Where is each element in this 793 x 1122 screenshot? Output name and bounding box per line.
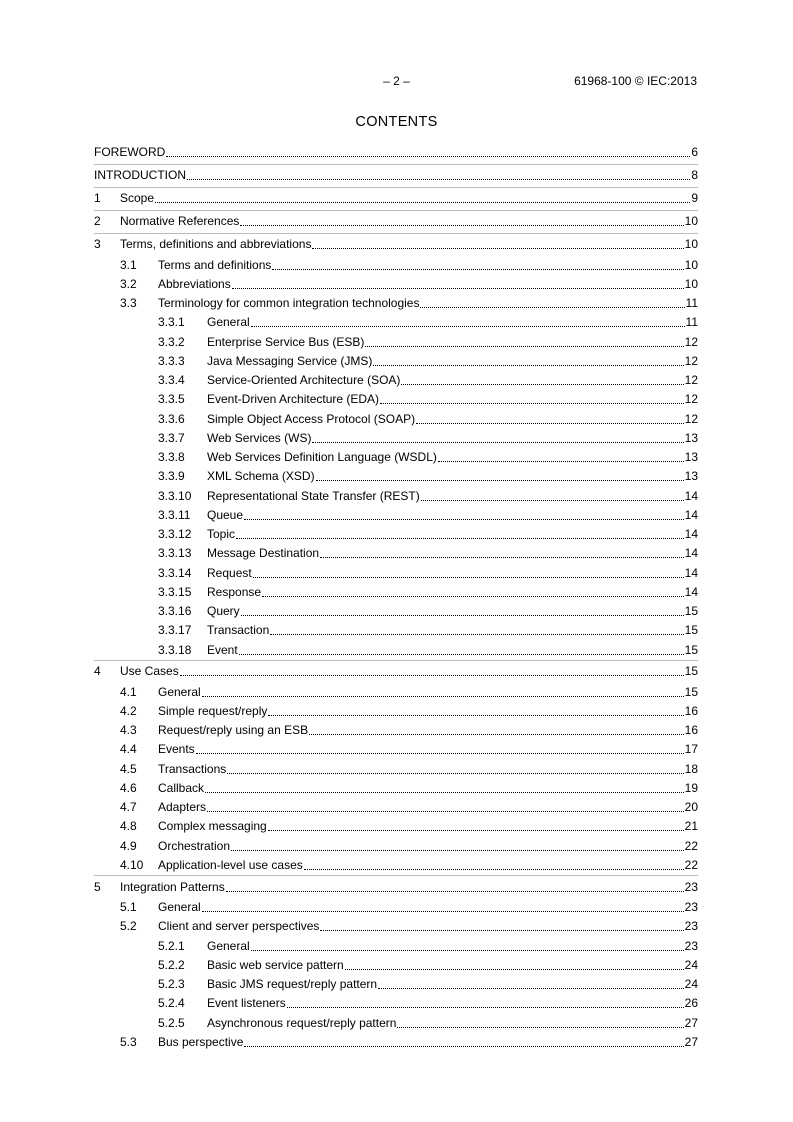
- toc-entry[interactable]: [94, 164, 698, 187]
- dot-leader: [312, 248, 683, 249]
- toc-entry-page: 10: [684, 214, 698, 229]
- toc-entry-title: Adapters: [158, 800, 207, 815]
- toc-entry-title: Orchestration: [158, 838, 231, 853]
- toc-entry-page: 14: [684, 584, 698, 599]
- toc-entry-number: 3.3.4: [158, 373, 185, 388]
- dot-leader: [309, 734, 684, 735]
- toc-entry-page: 14: [684, 488, 698, 503]
- toc-entry[interactable]: [94, 1013, 698, 1032]
- dot-leader: [421, 500, 684, 501]
- toc-entry[interactable]: [94, 544, 698, 563]
- toc-entry-title: Asynchronous request/reply pattern: [207, 1015, 397, 1030]
- dot-leader: [251, 326, 685, 327]
- toc-entry-page: 10: [684, 257, 698, 272]
- toc-entry-title: Response: [207, 584, 262, 599]
- toc-entry-page: 14: [684, 546, 698, 561]
- toc-entry-title: Request: [207, 565, 252, 580]
- dot-leader: [202, 696, 684, 697]
- toc-entry-number: 1: [94, 191, 101, 206]
- toc-entry-number: 3.3.12: [158, 527, 192, 542]
- toc-entry-title: General: [158, 684, 201, 699]
- toc-entry[interactable]: [94, 255, 698, 274]
- toc-entry-page: 15: [684, 642, 698, 657]
- toc-entry-number: 4.9: [120, 838, 137, 853]
- dot-leader: [268, 830, 684, 831]
- toc-entry[interactable]: [94, 583, 698, 602]
- toc-entry-number: 3.3: [120, 296, 137, 311]
- toc-entry-page: 15: [684, 664, 698, 679]
- dot-leader: [251, 950, 684, 951]
- toc-entry-page: 12: [684, 392, 698, 407]
- toc-entry[interactable]: [94, 187, 698, 210]
- toc-entry[interactable]: [94, 448, 698, 467]
- toc-entry-number: 5.2.3: [158, 977, 185, 992]
- toc-entry[interactable]: [94, 429, 698, 448]
- toc-entry-page: 8: [691, 168, 698, 183]
- toc-entry-page: 9: [691, 191, 698, 206]
- toc-entry-title: Callback: [158, 780, 205, 795]
- dot-leader: [207, 811, 684, 812]
- toc-entry-number: 3.3.14: [158, 565, 192, 580]
- toc-entry-page: 20: [684, 800, 698, 815]
- toc-entry[interactable]: [94, 371, 698, 390]
- toc-entry-number: 4: [94, 664, 101, 679]
- document-reference: 61968-100 © IEC:2013: [574, 74, 697, 88]
- toc-entry-title: Queue: [207, 507, 244, 522]
- dot-leader: [320, 930, 683, 931]
- toc-entry-page: 17: [684, 742, 698, 757]
- dot-leader: [166, 156, 690, 157]
- toc-entry-number: 4.8: [120, 819, 137, 834]
- dot-leader: [401, 384, 683, 385]
- toc-entry-number: 4.1: [120, 684, 137, 699]
- toc-entry-number: 5.3: [120, 1034, 137, 1049]
- toc-entry-title: General: [207, 315, 250, 330]
- dot-leader: [231, 850, 684, 851]
- toc-entry-title: Topic: [207, 527, 236, 542]
- toc-entry[interactable]: [94, 233, 698, 256]
- dot-leader: [240, 225, 683, 226]
- toc-entry-page: 19: [684, 780, 698, 795]
- toc-entry[interactable]: [94, 313, 698, 332]
- toc-entry-page: 26: [684, 996, 698, 1011]
- dot-leader: [420, 307, 684, 308]
- toc-entry-page: 12: [684, 353, 698, 368]
- toc-entry-title: Terminology for common integration technologies: [158, 296, 420, 311]
- dot-leader: [270, 634, 683, 635]
- toc-entry-title: Scope: [120, 191, 155, 206]
- toc-entry-page: 14: [684, 565, 698, 580]
- toc-entry-number: 3.3.3: [158, 353, 185, 368]
- toc-entry-page: 23: [684, 919, 698, 934]
- dot-leader: [253, 577, 684, 578]
- toc-entry-number: 5.2.2: [158, 957, 185, 972]
- dot-leader: [155, 202, 690, 203]
- toc-entry-number: 3.3.16: [158, 604, 192, 619]
- toc-entry-title: Normative References: [120, 214, 240, 229]
- toc-entry[interactable]: [94, 898, 698, 917]
- toc-entry-number: 3.1: [120, 257, 137, 272]
- toc-entry-page: 13: [684, 430, 698, 445]
- toc-entry[interactable]: [94, 486, 698, 505]
- toc-entry-title: Web Services Definition Language (WSDL): [207, 450, 437, 465]
- toc-entry-page: 24: [684, 977, 698, 992]
- toc-entry-page: 10: [684, 276, 698, 291]
- toc-entry-number: 5.2: [120, 919, 137, 934]
- toc-entry-page: 13: [684, 450, 698, 465]
- dot-leader: [187, 179, 690, 180]
- dot-leader: [180, 675, 684, 676]
- toc-entry-title: INTRODUCTION: [94, 168, 186, 183]
- toc-entry-number: 3.3.18: [158, 642, 192, 657]
- toc-entry-number: 3: [94, 237, 101, 251]
- toc-entry-page: 15: [684, 604, 698, 619]
- dot-leader: [416, 423, 684, 424]
- toc-entry[interactable]: [94, 275, 698, 294]
- toc-entry-number: 4.3: [120, 723, 137, 738]
- toc-entry-number: 5.2.4: [158, 996, 185, 1011]
- toc-entry-number: 3.3.9: [158, 469, 185, 484]
- dot-leader: [205, 792, 684, 793]
- toc-entry-number: 3.3.8: [158, 450, 185, 465]
- toc-entry-title: Complex messaging: [158, 819, 267, 834]
- toc-entry-number: 2: [94, 214, 101, 229]
- toc-entry-page: 12: [684, 411, 698, 426]
- toc-entry-title: Terms and definitions: [158, 257, 272, 272]
- toc-entry-page: 14: [684, 507, 698, 522]
- page-title: CONTENTS: [355, 114, 438, 130]
- dot-leader: [227, 773, 683, 774]
- toc-entry-title: Events: [158, 742, 195, 757]
- toc-entry-number: 3.2: [120, 276, 137, 291]
- toc-entry-title: Event-Driven Architecture (EDA): [207, 392, 380, 407]
- toc-entry-number: 3.3.13: [158, 546, 192, 561]
- toc-entry-title: Representational State Transfer (REST): [207, 488, 420, 503]
- toc-entry[interactable]: [94, 936, 698, 955]
- toc-entry[interactable]: [94, 660, 698, 683]
- toc-entry-page: 23: [684, 938, 698, 953]
- toc-entry[interactable]: [94, 760, 698, 779]
- dot-leader: [239, 654, 684, 655]
- toc-entry[interactable]: [94, 702, 698, 721]
- toc-entry-page: 11: [685, 315, 698, 330]
- toc-entry[interactable]: [94, 210, 698, 233]
- dot-leader: [196, 753, 684, 754]
- toc-entry-title: Client and server perspectives: [158, 919, 320, 934]
- toc-entry-number: 3.3.11: [158, 507, 191, 522]
- toc-entry-number: 4.4: [120, 742, 137, 757]
- toc-entry-page: 27: [684, 1015, 698, 1030]
- toc-entry-page: 15: [684, 623, 698, 638]
- toc-entry-title: Transactions: [158, 761, 227, 776]
- toc-entry-title: Service-Oriented Architecture (SOA): [207, 373, 401, 388]
- toc-entry[interactable]: [94, 506, 698, 525]
- toc-entry-title: Event: [207, 642, 238, 657]
- toc-entry-number: 5: [94, 879, 101, 894]
- toc-entry[interactable]: [94, 837, 698, 856]
- toc-entry-title: General: [207, 938, 250, 953]
- toc-entry[interactable]: [94, 332, 698, 351]
- toc-entry-title: FOREWORD: [94, 145, 166, 160]
- toc-entry[interactable]: [94, 1033, 698, 1052]
- toc-entry-number: 4.5: [120, 761, 137, 776]
- toc-entry[interactable]: [94, 467, 698, 486]
- toc-entry-title: Use Cases: [120, 664, 179, 679]
- toc-entry[interactable]: [94, 779, 698, 798]
- toc-entry[interactable]: [94, 798, 698, 817]
- dot-leader: [262, 596, 684, 597]
- toc-entry-title: Enterprise Service Bus (ESB): [207, 334, 365, 349]
- dot-leader: [312, 442, 683, 443]
- toc-entry-title: Basic JMS request/reply pattern: [207, 977, 378, 992]
- toc-entry-number: 5.2.1: [158, 938, 185, 953]
- dot-leader: [272, 269, 683, 270]
- toc-entry-page: 27: [684, 1034, 698, 1049]
- table-of-contents: [94, 142, 698, 1052]
- toc-entry-title: Basic web service pattern: [207, 957, 344, 972]
- toc-entry-page: 10: [684, 237, 698, 251]
- toc-entry-page: 22: [684, 838, 698, 853]
- toc-entry[interactable]: [94, 409, 698, 428]
- toc-entry-number: 3.3.17: [158, 623, 192, 638]
- page-number: – 2 –: [383, 74, 410, 88]
- toc-entry-title: Simple request/reply: [158, 703, 268, 718]
- toc-entry-page: 24: [684, 957, 698, 972]
- toc-entry-page: 22: [684, 857, 698, 872]
- dot-leader: [345, 969, 684, 970]
- toc-entry-page: 12: [684, 373, 698, 388]
- dot-leader: [380, 403, 684, 404]
- toc-entry-page: 23: [684, 879, 698, 894]
- toc-entry[interactable]: [94, 994, 698, 1013]
- toc-entry-number: 3.3.2: [158, 334, 185, 349]
- toc-entry-title: Java Messaging Service (JMS): [207, 353, 373, 368]
- toc-entry-page: 12: [684, 334, 698, 349]
- toc-entry[interactable]: [94, 563, 698, 582]
- toc-entry[interactable]: [94, 875, 698, 898]
- dot-leader: [268, 715, 683, 716]
- dot-leader: [378, 988, 684, 989]
- dot-leader: [202, 911, 684, 912]
- toc-entry[interactable]: [94, 142, 698, 164]
- toc-entry-number: 4.10: [120, 857, 144, 872]
- toc-entry-page: 23: [684, 900, 698, 915]
- toc-entry-title: Transaction: [207, 623, 270, 638]
- toc-entry[interactable]: [94, 390, 698, 409]
- dot-leader: [241, 615, 684, 616]
- toc-entry-page: 11: [685, 296, 698, 311]
- dot-leader: [316, 480, 684, 481]
- toc-entry-page: 15: [684, 684, 698, 699]
- toc-entry[interactable]: [94, 683, 698, 702]
- toc-entry[interactable]: [94, 740, 698, 759]
- toc-entry-title: Abbreviations: [158, 276, 231, 291]
- toc-entry[interactable]: [94, 640, 698, 659]
- toc-entry-number: 3.3.10: [158, 488, 192, 503]
- toc-entry-number: 4.2: [120, 703, 137, 718]
- dot-leader: [244, 519, 684, 520]
- toc-entry[interactable]: [94, 917, 698, 936]
- toc-entry-number: 5.2.5: [158, 1015, 185, 1030]
- toc-entry-title: XML Schema (XSD): [207, 469, 315, 484]
- toc-entry-title: Integration Patterns: [120, 879, 225, 894]
- toc-entry-page: 6: [691, 145, 698, 160]
- toc-entry[interactable]: [94, 975, 698, 994]
- toc-entry[interactable]: [94, 602, 698, 621]
- toc-entry-number: 4.6: [120, 780, 137, 795]
- toc-entry[interactable]: [94, 352, 698, 371]
- toc-entry-title: Terms, definitions and abbreviations: [120, 237, 312, 251]
- toc-entry-title: Event listeners: [207, 996, 286, 1011]
- dot-leader: [373, 365, 683, 366]
- toc-entry-number: 4.7: [120, 800, 137, 815]
- toc-entry[interactable]: [94, 956, 698, 975]
- toc-entry-number: 3.3.7: [158, 430, 185, 445]
- dot-leader: [365, 346, 683, 347]
- toc-entry[interactable]: [94, 721, 698, 740]
- dot-leader: [287, 1007, 684, 1008]
- toc-entry-number: 3.3.6: [158, 411, 185, 426]
- toc-entry-title: Application-level use cases: [158, 857, 303, 872]
- toc-entry[interactable]: [94, 525, 698, 544]
- toc-entry-page: 13: [684, 469, 698, 484]
- toc-entry-page: 16: [684, 703, 698, 718]
- toc-entry-title: Bus perspective: [158, 1034, 244, 1049]
- dot-leader: [226, 891, 684, 892]
- toc-entry[interactable]: [94, 817, 698, 836]
- toc-entry-title: Simple Object Access Protocol (SOAP): [207, 411, 416, 426]
- toc-entry-number: 3.3.5: [158, 392, 185, 407]
- toc-entry-title: General: [158, 900, 201, 915]
- dot-leader: [397, 1027, 683, 1028]
- toc-entry-page: 21: [684, 819, 698, 834]
- toc-entry-page: 16: [684, 723, 698, 738]
- toc-entry[interactable]: [94, 621, 698, 640]
- dot-leader: [236, 538, 684, 539]
- dot-leader: [320, 557, 684, 558]
- toc-entry[interactable]: [94, 856, 698, 875]
- toc-entry[interactable]: [94, 294, 698, 313]
- toc-entry-number: 3.3.15: [158, 584, 192, 599]
- toc-entry-page: 18: [684, 761, 698, 776]
- dot-leader: [232, 288, 684, 289]
- dot-leader: [304, 869, 684, 870]
- toc-entry-title: Message Destination: [207, 546, 320, 561]
- dot-leader: [244, 1046, 683, 1047]
- toc-entry-title: Query: [207, 604, 240, 619]
- toc-entry-title: Request/reply using an ESB: [158, 723, 309, 738]
- dot-leader: [438, 461, 684, 462]
- toc-entry-number: 3.3.1: [158, 315, 185, 330]
- toc-entry-number: 5.1: [120, 900, 137, 915]
- toc-entry-title: Web Services (WS): [207, 430, 312, 445]
- toc-entry-page: 14: [684, 527, 698, 542]
